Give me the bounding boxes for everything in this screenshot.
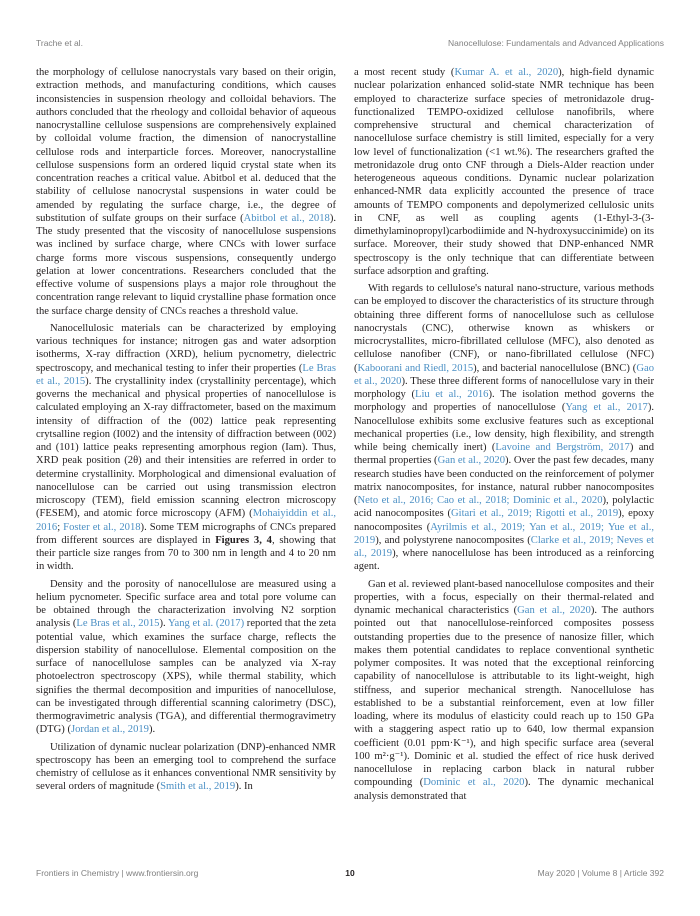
citation-link[interactable]: Kumar A. et al., 2020 xyxy=(454,67,559,78)
footer-journal-link[interactable]: Frontiers in Chemistry | www.frontiersin.org xyxy=(36,868,199,878)
citation-link[interactable]: Neto et al., 2016; Cao et al., 2018; Dominic et al., 2020 xyxy=(357,495,603,506)
paragraph: With regards to cellulose's natural nano-structure, various methods can be employed to discover the characteristics of its structure through obtaining three different forms of nanocellulose such as cellulose nanocrystals (CNC), otherwise known as whiskers or microcrystallites, micro-fibrillated cellulose (MFC), also denoted as cellulose nanofiber (CNF), or nano-fibrillated cellulose (NFC) (Kaboorani and Riedl, 2015), and bacterial nanocellulose (BNC) (Gao et al., 2020). These three different forms of nanocellulose vary in their morphology (Liu et al., 2016). The isolation method governs the morphology and properties of nanocellulose (Yang et al., 2017). Nanocellulose exhibits some exclusive features such as exceptional mechanical properties (i.e., low density, high flexibility, and strength while being chemically inert) (Lavoine and Bergström, 2017) and thermal properties (Gan et al., 2020). Over the past few decades, many research studies have been conducted on the reinforcement of polymer matrix nanocomposites, for instance, natural rubber nanocomposites (Neto et al., 2016; Cao et al., 2018; Dominic et al., 2020), polylactic acid nanocomposites (Gitari et al., 2019; Rigotti et al., 2019), epoxy nanocomposites (Ayrilmis et al., 2019; Yan et al., 2019; Yue et al., 2019), and polystyrene nanocomposites (Clarke et al., 2019; Neves et al., 2019), where nanocellulose has been introduced as a reinforcing agent. xyxy=(354,283,655,573)
citation-link[interactable]: Kaboorani and Riedl, 2015 xyxy=(357,362,474,374)
citation-link[interactable]: Le Bras et al., 2015 xyxy=(36,362,336,387)
running-header-title: Nanocellulose: Fundamentals and Advanced Applications xyxy=(448,38,664,48)
citation-link[interactable]: Clarke et al., 2019; Neves et al., 2019 xyxy=(354,534,654,559)
citation-link[interactable]: Gan et al., 2020 xyxy=(437,455,506,467)
figure-reference[interactable]: Figures 3, 4 xyxy=(215,534,272,546)
left-column xyxy=(36,66,336,794)
citation-link[interactable]: Foster et al., 2018 xyxy=(63,521,141,533)
citation-link[interactable]: Le Bras et al., 2015 xyxy=(76,618,160,630)
citation-link[interactable]: Yang et al., 2017 xyxy=(565,402,648,414)
citation-link[interactable]: Liu et al., 2016 xyxy=(414,389,489,400)
citation-link[interactable]: Yang et al. (2017) xyxy=(167,618,245,630)
right-column xyxy=(354,66,654,803)
footer-issue-info: May 2020 | Volume 8 | Article 392 xyxy=(537,868,664,878)
page-number: 10 xyxy=(345,868,355,878)
citation-link[interactable]: Gao et al., 2020 xyxy=(354,362,654,387)
citation-link[interactable]: Ayrilmis et al., 2019; Yan et al., 2019; Yue et al., 2019 xyxy=(354,521,654,546)
paragraph: Density and the porosity of nanocellulose are measured using a helium pycnometer. Specific surface area and total pore volume can be obtained through the characterization involving N2 sorption analysis (Le Bras et al., 2015). Yang et al. (2017) reported that the zeta potential value, which examines the surface charge, reflects the dispersion stability of nanocellulose. Elemental composition on the surface of nanocellulose samples can be analyzed via X-ray photoelectron spectroscopy (XPS), while thermal stability, which signifies the thermal decomposition and impurities of nanocellulose, can be investigated through differential scanning calorimetry (DSC), thermogravimetric analysis (TGA), and differential thermogravimetry (DTG) (Jordan et al., 2019). xyxy=(36,578,337,736)
citation-link[interactable]: Gitari et al., 2019; Rigotti et al., 2019 xyxy=(451,508,619,520)
citation-link[interactable]: Mohaiyiddin et al., 2016 xyxy=(36,508,336,533)
citation-link[interactable]: Gan et al., 2020 xyxy=(517,605,591,616)
paragraph: Nanocellulosic materials can be characterized by employing various techniques for instance; nitrogen gas and water adsorption isotherms, X-ray diffraction (XRD), helium pycnometry, dielectric spectroscopy, and mechanical testing to infer their properties (Le Bras et al., 2015). The crystallinity index (crystallinity percentage), which governs the mechanical and physical properties of nanocellulose is calculated employing an X-ray diffractometer, based on the maximum intensity of diffraction of the (002) lattice peak representing crytsalline region (I002) and the intensity of diffraction between (002) and (101) lattice peaks representing amorphous region (Iam). Thus, XRD peak position (2θ) and their intensities are referred in order to determine crystallinity. Morphological and dimensional evaluation of nanocellulose can be carried out using transmission electron microscopy (TEM), field emission scanning electron microscopy (FESEM), and atomic force microscopy (AFM) (Mohaiyiddin et al., 2016; Foster et al., 2018). Some TEM micrographs of CNCs prepared from different sources are displayed in Figures 3, 4, showing that their particle size ranges from 70 to 300 nm in length and 4 to 20 nm in width. xyxy=(36,322,336,573)
paragraph: the morphology of cellulose nanocrystals vary based on their origin, extraction methods, and manufacturing conditions, which causes inconsistencies in suspension rheology and colloidal behaviors. The authors concluded that the rheology and colloidal behavior of aqueous nanocrystalline cellulose suspensions are comprehensively explained by colloidal volume fraction, the dimension of nanocrystalline cellulose rods and interparticle forces. Moreover, nanocrystalline cellulose suspensions form an ordered liquid crystal state when its concentration reaches a critical value. Abitbol et al. deduced that the stability of cellulose nanocrystal suspensions in water could be amended by regulating the surface charge, i.e., the degree of substitution of sulfate groups on their surface (Abitbol et al., 2018). The study presented that the viscosity of nanocellulose suspensions was inclined by surface charge, where CNCs with lower surface charge forms more viscous suspensions, consequently undergo gelation at lower concentrations. Researchers concluded that the effective volume of suspensions plays a major role throughout the concentration range relevant to liquid crystalline phase formation once the surface charge density of CNCs reaches a threshold value. xyxy=(36,67,336,317)
citation-link[interactable]: Lavoine and Bergström, 2017 xyxy=(495,442,630,453)
paragraph: Gan et al. reviewed plant-based nanocellulose composites and their properties, with a focus, especially on their thermal-related and dynamic mechanical characteristics (Gan et al., 2020). The authors pointed out that nanocellulose-reinforced composites possess outstanding properties due to the presence of nanosize filler, which makes them potential candidates to replace conventional synthetic polymer composites. It was noted that the exceptional reinforcing capability of nanocellulose is attributable to its light-weight, high stiffness, and superior mechanical strength. Nanocellulose has established to be a substantial reinforcement, even at low filler loading, where its modulus of elasticity could reach up to 150 GPa with a staggering aspect ratio up to 640, low thermal expansion coefficient (0.01 ppm·K⁻¹), and high specific surface area (several 100 m²·g⁻¹). Dominic et al. studied the effect of rice husk derived nanocellulose in replacing carbon black in natural rubber compounding (Dominic et al., 2020). The dynamic mechanical analysis demonstrated that xyxy=(354,578,655,802)
citation-link[interactable]: Abitbol et al., 2018 xyxy=(243,212,330,224)
paragraph: Utilization of dynamic nuclear polarization (DNP)-enhanced NMR spectroscopy has been an emerging tool to comprehend the surface chemistry of cellulose as it enhances conventional NMR sensitivity by several orders of magnitude (Smith et al., 2019). In xyxy=(36,741,336,793)
running-header-authors: Trache et al. xyxy=(36,38,83,48)
citation-link[interactable]: Smith et al., 2019 xyxy=(160,781,236,793)
citation-link[interactable]: Jordan et al., 2019 xyxy=(71,724,149,736)
citation-link[interactable]: Dominic et al., 2020 xyxy=(423,777,525,789)
paragraph: a most recent study (Kumar A. et al., 2020), high-field dynamic nuclear polarization enhanced solid-state NMR technique has been employed to characterize surface species of metronidazole drug-functionalized TEMPO-oxidized cellulose nanofibrils, where comprehensive structural and chemical characterization of nanocellulose surface chemistry is still limited, especially for a very low level of functionalization (<1 wt.%). The researchers grafted the metronidazole drug onto CNF through a Diels-Alder reaction under heterogeneous aqueous conditions. Dynamic nuclear polarization enhanced-NMR data explicitly accounted the presence of trace amounts of TEMPO components and depolymerized cellulosic units in CNF, as well as coupling agents (1-Ethyl-3-(3-dimethylaminopropyl)carbodiimide and N-hydroxysuccinimide) on its surface. Moreover, their study showed that DNP-enhanced NMR spectroscopy is the only technique that can differentiate between surface adsorption and grafting. xyxy=(354,67,654,277)
